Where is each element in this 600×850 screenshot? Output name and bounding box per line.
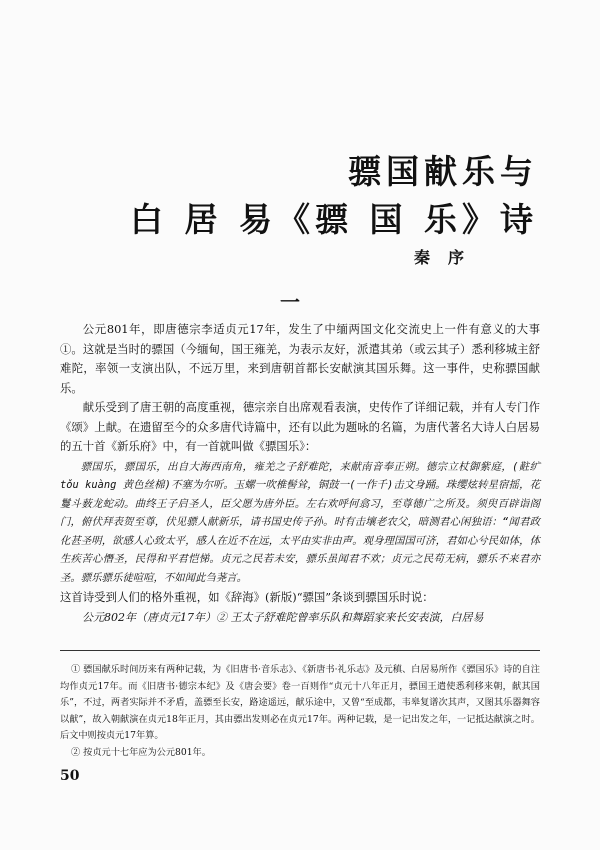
poem-quotation: 骠国乐，骠国乐，出自大海西南角，雍羌之子舒难陀，来献南音奉正朔。德宗立杖御紫庭，(黈纩tǒu kuàng 黄色丝棉)不塞为尔听。玉螺一吹椎髻耸，铜鼓一(一作千)击文身踊。珠缨炫转星宿摇，花鬘斗薮龙蛇动。曲终王子启圣人，臣父愿为唐外臣。左右欢呼何翕习，至尊德广之所及。须臾百辟诣阁门，俯伏拜表贺至尊，伏见骠人献新乐，请书国史传子孙。时有击壤老农父，暗测君心闲独语：“闻君政化甚圣明，欲感人心致太平，感人在近不在远，太平由实非由声。观身理国国可济，君如心兮民如体，体生疾苦心憯圣，民得和平君恺悌。贞元之民若未安，骠乐虽闻君不欢；贞元之民苟无病，骠乐不来君亦圣。骠乐骠乐徒喧喧，不如闻此刍荛言。 xyxy=(60,460,540,584)
footnotes xyxy=(60,662,540,761)
section-number: 一 xyxy=(280,290,300,314)
title-line-2: 白 居 易《骠 国 乐》诗 xyxy=(130,200,538,239)
title-line-1: 骠国献乐与 xyxy=(348,152,538,191)
cihai-quotation: 公元802年（唐贞元17年）② 王太子舒难陀曾率乐队和舞蹈家来长安表演，白居易 xyxy=(82,610,484,624)
paragraph-1: 公元801年，即唐德宗李适贞元17年，发生了中缅两国文化交流史上一件有意义的大事①。这就是当时的骠国（今缅甸，国王雍羌，为表示友好，派遣其弟（或云其子）悉利移城主舒难陀，率领一支演出队，不远万里，来到唐朝首都长安献演其国乐舞。这一事件，史称骠国献乐。 xyxy=(60,322,540,395)
paragraph-2: 献乐受到了唐王朝的高度重视，德宗亲自出席观看表演，史传作了详细记载，并有人专门作《颂》上献。在遗留至今的众多唐代诗篇中，还有以此为题咏的名篇，为唐代著名大诗人白居易的五十首《新乐府》中，有一首就叫做《骠国乐》： xyxy=(60,400,540,453)
footnote-divider xyxy=(60,650,540,651)
paragraph-after-poem: 这首诗受到人们的格外重视，如《辞海》(新版)“骠国”条谈到骠国乐时说： xyxy=(60,590,434,604)
footnote-2: ② 按贞元十七年应为公元801年。 xyxy=(71,746,211,758)
article-title xyxy=(130,148,538,244)
author-name: 秦序 xyxy=(414,248,483,267)
article-body xyxy=(60,320,540,627)
page-number: 50 xyxy=(60,768,80,784)
footnote-1: ① 骠国献乐时间历来有两种记载，为《旧唐书·音乐志》、《新唐书·礼乐志》及元稹、白居易所作《骠国乐》诗的自注均作贞元17年。而《旧唐书·德宗本纪》及《唐会要》卷一百则作“贞元十八年正月，骠国王遣使悉利移来朝，献其国乐”，不过，两者实际并不矛盾，盖骠至长安，路途遥远，献乐途中，又曾“至成都，韦皋复谱次其声，又图其乐器舞容以献”，故入朝献演在贞元18年正月，其由骠出发则必在贞元17年。两种记载，是一记出发之年，一记抵达献演之时。后文中则按贞元17年算。 xyxy=(60,664,540,741)
